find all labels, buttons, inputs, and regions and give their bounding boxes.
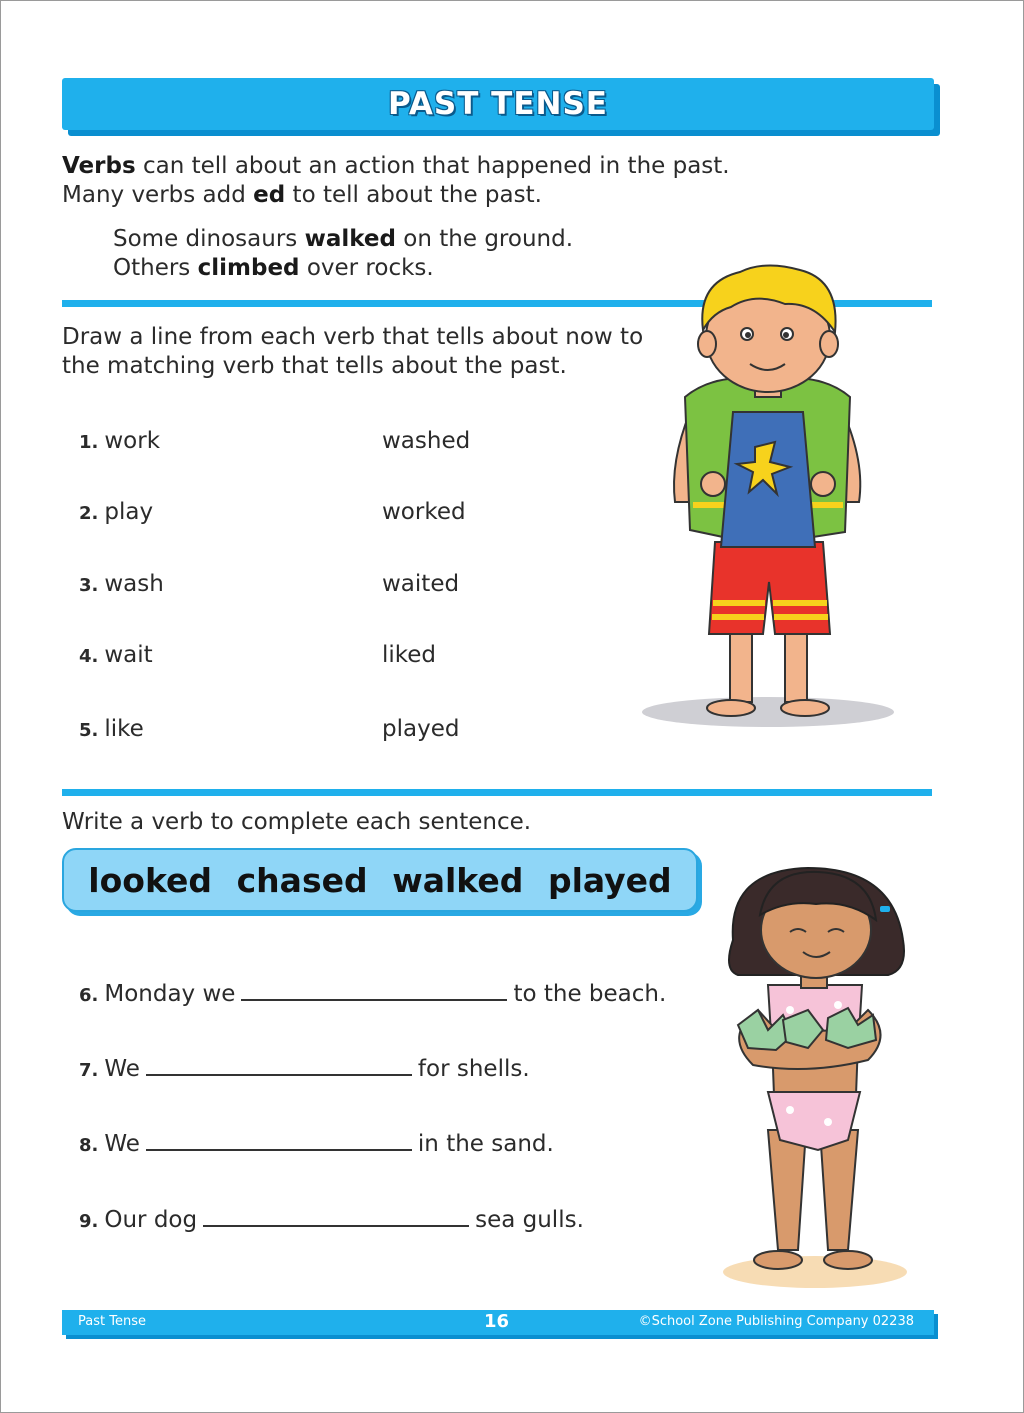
title-banner-face [62,78,934,130]
sentence-before: We [104,1056,140,1082]
match-right-4[interactable]: liked [382,642,437,668]
answer-blank-9[interactable] [203,1205,469,1227]
example-line-1 [113,225,573,254]
sentence-before: Monday we [104,981,236,1007]
footer-section-title: Past Tense [78,1314,146,1329]
answer-blank-7[interactable] [146,1054,412,1076]
sentence-num: 7. [79,1060,99,1081]
word-bank-word-1[interactable]: looked [88,860,213,900]
intro-line-1-rest: can tell about an action that happened in the past. [135,153,730,179]
sentence-after: for shells. [417,1056,530,1082]
sentence-num: 6. [79,985,99,1006]
intro-line-1 [62,152,730,181]
intro-bold-ed: ed [253,182,286,208]
word-bank-word-4[interactable]: played [547,860,672,900]
match-left-2[interactable] [79,499,153,525]
match-num: 4. [79,646,99,667]
footer [62,1310,934,1335]
example-bold-climbed: climbed [197,255,300,281]
example-line-2 [113,254,434,283]
match-num: 3. [79,575,99,596]
sentence-after: sea gulls. [475,1207,584,1233]
example-1-a: Some dinosaurs [113,226,305,252]
example-2-a: Others [113,255,198,281]
intro-bold-verbs: Verbs [62,153,136,179]
match-right-1[interactable]: washed [382,428,471,454]
match-right-3[interactable]: waited [382,571,460,597]
matching-instruction-2: the matching verb that tells about the past. [62,353,567,379]
match-left-5[interactable] [79,716,144,742]
match-left-1[interactable] [79,428,160,454]
match-word: wait [104,642,153,668]
match-num: 5. [79,720,99,741]
page-number: 16 [484,1311,510,1332]
match-left-3[interactable] [79,571,164,597]
example-1-b: on the ground. [396,226,574,252]
boy-illustration [635,262,900,732]
match-right-5[interactable]: played [382,716,460,742]
girl-illustration [698,860,928,1290]
matching-instruction-1: Draw a line from each verb that tells about now to [62,324,644,350]
word-bank [62,848,698,912]
sentence-after: in the sand. [417,1131,554,1157]
sentence-before: We [104,1131,140,1157]
title-banner [62,78,934,130]
answer-blank-6[interactable] [241,979,507,1001]
sentence-8 [79,1129,554,1157]
match-num: 1. [79,432,99,453]
footer-copyright: ©School Zone Publishing Company 02238 [638,1314,914,1329]
match-word: wash [104,571,164,597]
match-word: like [104,716,144,742]
word-bank-face [62,848,698,912]
sentence-before: Our dog [104,1207,198,1233]
word-bank-word-2[interactable]: chased [236,860,368,900]
answer-blank-8[interactable] [146,1129,412,1151]
match-word: work [104,428,161,454]
match-right-2[interactable]: worked [382,499,466,525]
sentence-7 [79,1054,530,1082]
match-left-4[interactable] [79,642,153,668]
example-2-b: over rocks. [299,255,434,281]
word-bank-word-3[interactable]: walked [392,860,524,900]
sentence-after: to the beach. [513,981,667,1007]
footer-face [62,1310,934,1335]
page-title: PAST TENSE [388,86,608,122]
match-num: 2. [79,503,99,524]
intro-line-2-b: to tell about the past. [285,182,542,208]
sentence-num: 9. [79,1211,99,1232]
sentence-num: 8. [79,1135,99,1156]
intro-line-2 [62,181,542,210]
sentence-6 [79,979,666,1007]
sentence-9 [79,1205,584,1233]
example-bold-walked: walked [304,226,396,252]
match-word: play [104,499,154,525]
divider-2 [62,789,932,796]
intro-line-2-a: Many verbs add [62,182,254,208]
fill-in-instruction: Write a verb to complete each sentence. [62,809,532,835]
